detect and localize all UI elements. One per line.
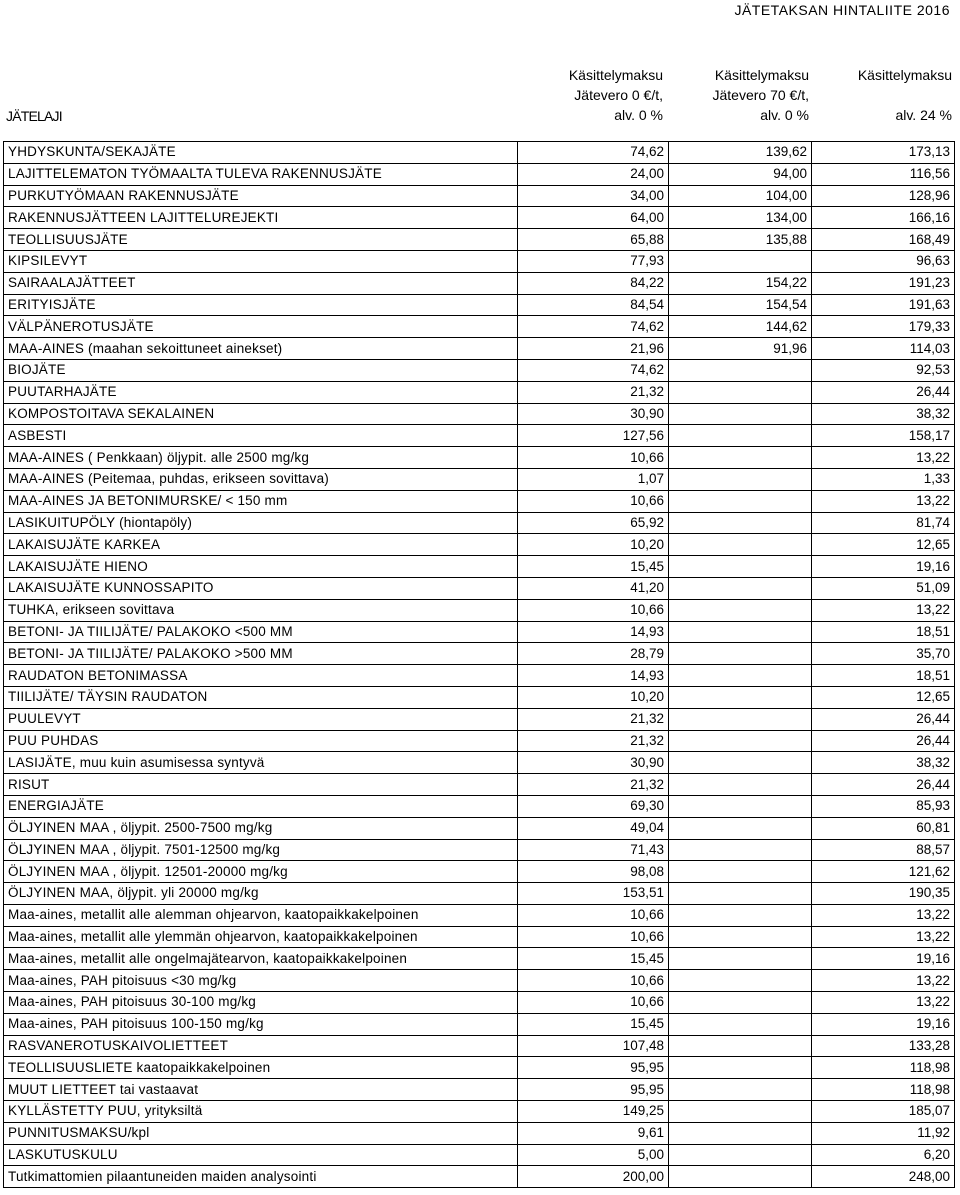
fee-tax-70-cell: 104,00 xyxy=(669,185,812,207)
column-header-line: alv. 0 % xyxy=(614,107,663,123)
fee-tax-70-cell: 135,88 xyxy=(669,229,812,251)
waste-type-cell: Tutkimattomien pilaantuneiden maiden analysointi xyxy=(4,1166,518,1188)
fee-tax-0-cell: 49,04 xyxy=(518,817,669,839)
waste-type-cell: SAIRAALAJÄTTEET xyxy=(4,272,518,294)
fee-tax-0-cell: 69,30 xyxy=(518,795,669,817)
table-row xyxy=(4,1144,955,1166)
waste-type-cell: TEOLLISUUSLIETE kaatopaikkakelpoinen xyxy=(4,1057,518,1079)
fee-tax-0-cell: 21,96 xyxy=(518,338,669,360)
column-header-line: Käsittelymaksu xyxy=(857,67,952,83)
table-row xyxy=(4,948,955,970)
fee-tax-0-cell: 10,66 xyxy=(518,926,669,948)
fee-vat-24-cell: 191,63 xyxy=(812,294,955,316)
table-row xyxy=(4,294,955,316)
waste-type-cell: MAA-AINES (Peitemaa, puhdas, erikseen sovittava) xyxy=(4,468,518,490)
fee-tax-0-cell: 15,45 xyxy=(518,948,669,970)
table-row xyxy=(4,272,955,294)
fee-vat-24-cell: 88,57 xyxy=(812,839,955,861)
table-row xyxy=(4,512,955,534)
fee-tax-70-cell: 91,96 xyxy=(669,338,812,360)
waste-type-cell: KYLLÄSTETTY PUU, yrityksiltä xyxy=(4,1101,518,1123)
fee-tax-0-cell: 10,66 xyxy=(518,904,669,926)
waste-type-cell: MAA-AINES (maahan sekoittuneet ainekset) xyxy=(4,338,518,360)
waste-type-cell: Maa-aines, metallit alle alemman ohjearvon, kaatopaikkakelpoinen xyxy=(4,904,518,926)
fee-tax-0-cell: 10,66 xyxy=(518,447,669,469)
fee-vat-24-cell: 166,16 xyxy=(812,207,955,229)
fee-tax-0-cell: 74,62 xyxy=(518,142,669,164)
table-row xyxy=(4,1035,955,1057)
fee-vat-24-cell: 13,22 xyxy=(812,970,955,992)
fee-vat-24-cell: 18,51 xyxy=(812,665,955,687)
fee-vat-24-cell: 128,96 xyxy=(812,185,955,207)
table-row xyxy=(4,556,955,578)
fee-tax-0-cell: 14,93 xyxy=(518,665,669,687)
fee-tax-0-cell: 24,00 xyxy=(518,163,669,185)
fee-tax-70-cell xyxy=(669,599,812,621)
waste-type-cell: ÖLJYINEN MAA , öljypit. 12501-20000 mg/kg xyxy=(4,861,518,883)
waste-type-cell: PURKUTYÖMAAN RAKENNUSJÄTE xyxy=(4,185,518,207)
fee-tax-70-cell xyxy=(669,1079,812,1101)
fee-vat-24-cell: 12,65 xyxy=(812,534,955,556)
table-row xyxy=(4,142,955,164)
fee-vat-24-cell: 26,44 xyxy=(812,708,955,730)
waste-type-cell: Maa-aines, PAH pitoisuus 30-100 mg/kg xyxy=(4,992,518,1014)
waste-type-cell: LASKUTUSKULU xyxy=(4,1144,518,1166)
fee-vat-24-cell: 19,16 xyxy=(812,1013,955,1035)
fee-tax-0-cell: 1,07 xyxy=(518,468,669,490)
fee-tax-70-cell xyxy=(669,1122,812,1144)
waste-type-cell: RAUDATON BETONIMASSA xyxy=(4,665,518,687)
waste-type-cell: ÖLJYINEN MAA , öljypit. 2500-7500 mg/kg xyxy=(4,817,518,839)
fee-tax-70-cell xyxy=(669,1013,812,1035)
table-row xyxy=(4,839,955,861)
fee-tax-70-cell xyxy=(669,534,812,556)
waste-type-cell: Maa-aines, PAH pitoisuus 100-150 mg/kg xyxy=(4,1013,518,1035)
fee-tax-70-cell xyxy=(669,1035,812,1057)
table-row xyxy=(4,207,955,229)
fee-vat-24-cell: 19,16 xyxy=(812,556,955,578)
document-title: JÄTETAKSAN HINTALIITE 2016 xyxy=(734,2,950,18)
fee-tax-70-cell xyxy=(669,468,812,490)
fee-vat-24-cell: 12,65 xyxy=(812,686,955,708)
fee-vat-24-cell: 38,32 xyxy=(812,752,955,774)
table-row xyxy=(4,992,955,1014)
table-row xyxy=(4,883,955,905)
fee-tax-70-cell xyxy=(669,926,812,948)
fee-tax-70-cell xyxy=(669,795,812,817)
fee-vat-24-cell: 81,74 xyxy=(812,512,955,534)
fee-tax-70-cell xyxy=(669,1166,812,1188)
fee-vat-24-cell: 38,32 xyxy=(812,403,955,425)
fee-vat-24-cell: 13,22 xyxy=(812,599,955,621)
fee-tax-0-cell: 28,79 xyxy=(518,643,669,665)
fee-tax-0-cell: 30,90 xyxy=(518,403,669,425)
fee-tax-70-cell xyxy=(669,948,812,970)
fee-tax-70-cell xyxy=(669,686,812,708)
table-row xyxy=(4,534,955,556)
table-row xyxy=(4,795,955,817)
fee-vat-24-cell: 13,22 xyxy=(812,490,955,512)
fee-tax-70-cell xyxy=(669,817,812,839)
fee-tax-70-cell xyxy=(669,752,812,774)
fee-tax-70-cell xyxy=(669,250,812,272)
table-row xyxy=(4,447,955,469)
waste-type-cell: LASIKUITUPÖLY (hiontapöly) xyxy=(4,512,518,534)
waste-type-cell: LAKAISUJÄTE KARKEA xyxy=(4,534,518,556)
fee-vat-24-cell: 168,49 xyxy=(812,229,955,251)
fee-vat-24-cell: 173,13 xyxy=(812,142,955,164)
fee-tax-70-cell xyxy=(669,447,812,469)
table-row xyxy=(4,403,955,425)
column-header-fee-tax-0 xyxy=(569,65,663,125)
fee-tax-0-cell: 107,48 xyxy=(518,1035,669,1057)
fee-tax-0-cell: 10,20 xyxy=(518,686,669,708)
table-row xyxy=(4,708,955,730)
fee-tax-70-cell xyxy=(669,577,812,599)
fee-tax-70-cell xyxy=(669,665,812,687)
table-row xyxy=(4,970,955,992)
fee-tax-70-cell xyxy=(669,904,812,926)
fee-tax-0-cell: 15,45 xyxy=(518,1013,669,1035)
fee-vat-24-cell: 26,44 xyxy=(812,774,955,796)
fee-tax-70-cell xyxy=(669,359,812,381)
column-header-fee-vat-24 xyxy=(858,65,952,125)
fee-tax-0-cell: 34,00 xyxy=(518,185,669,207)
fee-tax-0-cell: 10,66 xyxy=(518,970,669,992)
fee-tax-0-cell: 95,95 xyxy=(518,1057,669,1079)
fee-tax-0-cell: 84,22 xyxy=(518,272,669,294)
table-row xyxy=(4,926,955,948)
fee-tax-70-cell xyxy=(669,1057,812,1079)
column-header-line xyxy=(858,85,952,105)
fee-tax-70-cell xyxy=(669,883,812,905)
fee-tax-70-cell xyxy=(669,730,812,752)
fee-tax-0-cell: 21,32 xyxy=(518,381,669,403)
fee-vat-24-cell: 26,44 xyxy=(812,381,955,403)
waste-type-cell: RAKENNUSJÄTTEEN LAJITTELUREJEKTI xyxy=(4,207,518,229)
table-row xyxy=(4,774,955,796)
table-row xyxy=(4,1057,955,1079)
fee-tax-0-cell: 74,62 xyxy=(518,316,669,338)
waste-type-cell: PUUTARHAJÄTE xyxy=(4,381,518,403)
fee-tax-0-cell: 65,92 xyxy=(518,512,669,534)
fee-tax-70-cell xyxy=(669,621,812,643)
fee-vat-24-cell: 6,20 xyxy=(812,1144,955,1166)
fee-tax-70-cell xyxy=(669,403,812,425)
waste-type-cell: PUULEVYT xyxy=(4,708,518,730)
waste-type-cell: PUNNITUSMAKSU/kpl xyxy=(4,1122,518,1144)
table-row xyxy=(4,817,955,839)
table-row xyxy=(4,1013,955,1035)
fee-tax-0-cell: 9,61 xyxy=(518,1122,669,1144)
fee-tax-70-cell: 134,00 xyxy=(669,207,812,229)
fee-tax-70-cell xyxy=(669,861,812,883)
fee-tax-0-cell: 30,90 xyxy=(518,752,669,774)
waste-type-cell: MUUT LIETTEET tai vastaavat xyxy=(4,1079,518,1101)
waste-type-cell: ENERGIAJÄTE xyxy=(4,795,518,817)
table-row xyxy=(4,861,955,883)
table-row xyxy=(4,490,955,512)
fee-vat-24-cell: 1,33 xyxy=(812,468,955,490)
fee-tax-0-cell: 71,43 xyxy=(518,839,669,861)
table-row xyxy=(4,904,955,926)
fee-tax-0-cell: 21,32 xyxy=(518,774,669,796)
waste-type-cell: YHDYSKUNTA/SEKAJÄTE xyxy=(4,142,518,164)
fee-tax-70-cell: 154,22 xyxy=(669,272,812,294)
waste-type-cell: PUU PUHDAS xyxy=(4,730,518,752)
table-row xyxy=(4,338,955,360)
column-header-line: Käsittelymaksu xyxy=(714,67,809,83)
fee-tax-0-cell: 21,32 xyxy=(518,708,669,730)
fee-tax-0-cell: 5,00 xyxy=(518,1144,669,1166)
waste-type-cell: VÄLPÄNEROTUSJÄTE xyxy=(4,316,518,338)
price-table xyxy=(3,141,955,1188)
fee-vat-24-cell: 13,22 xyxy=(812,904,955,926)
table-row xyxy=(4,686,955,708)
table-row xyxy=(4,1079,955,1101)
fee-vat-24-cell: 19,16 xyxy=(812,948,955,970)
fee-tax-0-cell: 74,62 xyxy=(518,359,669,381)
table-row xyxy=(4,665,955,687)
fee-tax-0-cell: 153,51 xyxy=(518,883,669,905)
table-row xyxy=(4,1101,955,1123)
column-header-line: alv. 24 % xyxy=(895,107,952,123)
waste-type-cell: KOMPOSTOITAVA SEKALAINEN xyxy=(4,403,518,425)
fee-tax-0-cell: 77,93 xyxy=(518,250,669,272)
fee-vat-24-cell: 190,35 xyxy=(812,883,955,905)
waste-type-cell: Maa-aines, PAH pitoisuus <30 mg/kg xyxy=(4,970,518,992)
fee-tax-70-cell xyxy=(669,992,812,1014)
table-row xyxy=(4,359,955,381)
table-row xyxy=(4,381,955,403)
table-row xyxy=(4,425,955,447)
table-row xyxy=(4,577,955,599)
fee-tax-70-cell xyxy=(669,1101,812,1123)
fee-tax-70-cell xyxy=(669,1144,812,1166)
waste-type-cell: KIPSILEVYT xyxy=(4,250,518,272)
fee-tax-70-cell xyxy=(669,774,812,796)
column-header-line: Käsittelymaksu xyxy=(568,67,663,83)
fee-tax-0-cell: 10,66 xyxy=(518,490,669,512)
column-header-line: alv. 0 % xyxy=(760,107,809,123)
table-row xyxy=(4,643,955,665)
fee-tax-70-cell xyxy=(669,970,812,992)
fee-vat-24-cell: 118,98 xyxy=(812,1057,955,1079)
waste-type-cell: RASVANEROTUSKAIVOLIETTEET xyxy=(4,1035,518,1057)
fee-vat-24-cell: 116,56 xyxy=(812,163,955,185)
fee-vat-24-cell: 11,92 xyxy=(812,1122,955,1144)
table-row xyxy=(4,316,955,338)
fee-tax-70-cell xyxy=(669,643,812,665)
column-header-fee-tax-70 xyxy=(712,65,809,125)
fee-tax-70-cell xyxy=(669,708,812,730)
table-row xyxy=(4,730,955,752)
fee-vat-24-cell: 13,22 xyxy=(812,447,955,469)
fee-tax-0-cell: 64,00 xyxy=(518,207,669,229)
fee-tax-0-cell: 149,25 xyxy=(518,1101,669,1123)
waste-type-cell: LAKAISUJÄTE KUNNOSSAPITO xyxy=(4,577,518,599)
fee-vat-24-cell: 179,33 xyxy=(812,316,955,338)
fee-vat-24-cell: 158,17 xyxy=(812,425,955,447)
waste-type-cell: ÖLJYINEN MAA, öljypit. yli 20000 mg/kg xyxy=(4,883,518,905)
fee-tax-0-cell: 65,88 xyxy=(518,229,669,251)
waste-type-cell: ASBESTI xyxy=(4,425,518,447)
fee-vat-24-cell: 13,22 xyxy=(812,992,955,1014)
fee-vat-24-cell: 118,98 xyxy=(812,1079,955,1101)
fee-vat-24-cell: 96,63 xyxy=(812,250,955,272)
fee-vat-24-cell: 60,81 xyxy=(812,817,955,839)
table-row xyxy=(4,599,955,621)
waste-type-cell: MAA-AINES JA BETONIMURSKE/ < 150 mm xyxy=(4,490,518,512)
fee-vat-24-cell: 92,53 xyxy=(812,359,955,381)
fee-vat-24-cell: 114,03 xyxy=(812,338,955,360)
waste-type-cell: LAJITTELEMATON TYÖMAALTA TULEVA RAKENNUSJÄTE xyxy=(4,163,518,185)
waste-type-cell: TUHKA, erikseen sovittava xyxy=(4,599,518,621)
fee-tax-0-cell: 200,00 xyxy=(518,1166,669,1188)
fee-tax-0-cell: 41,20 xyxy=(518,577,669,599)
waste-type-cell: Maa-aines, metallit alle ongelmajätearvon, kaatopaikkakelpoinen xyxy=(4,948,518,970)
fee-vat-24-cell: 121,62 xyxy=(812,861,955,883)
fee-tax-0-cell: 10,66 xyxy=(518,599,669,621)
waste-type-cell: BETONI- JA TIILIJÄTE/ PALAKOKO >500 MM xyxy=(4,643,518,665)
price-table-body xyxy=(4,142,955,1188)
table-row xyxy=(4,752,955,774)
fee-vat-24-cell: 51,09 xyxy=(812,577,955,599)
fee-tax-0-cell: 98,08 xyxy=(518,861,669,883)
fee-tax-70-cell: 139,62 xyxy=(669,142,812,164)
fee-vat-24-cell: 26,44 xyxy=(812,730,955,752)
table-row xyxy=(4,229,955,251)
fee-vat-24-cell: 133,28 xyxy=(812,1035,955,1057)
column-header-line: Jätevero 70 €/t, xyxy=(712,87,809,103)
waste-type-cell: TEOLLISUUSJÄTE xyxy=(4,229,518,251)
fee-tax-70-cell xyxy=(669,512,812,534)
fee-tax-0-cell: 15,45 xyxy=(518,556,669,578)
waste-type-cell: TIILIJÄTE/ TÄYSIN RAUDATON xyxy=(4,686,518,708)
waste-type-cell: BETONI- JA TIILIJÄTE/ PALAKOKO <500 MM xyxy=(4,621,518,643)
fee-tax-70-cell: 154,54 xyxy=(669,294,812,316)
fee-tax-70-cell xyxy=(669,381,812,403)
waste-type-cell: Maa-aines, metallit alle ylemmän ohjearvon, kaatopaikkakelpoinen xyxy=(4,926,518,948)
table-row xyxy=(4,163,955,185)
fee-vat-24-cell: 191,23 xyxy=(812,272,955,294)
fee-vat-24-cell: 35,70 xyxy=(812,643,955,665)
fee-tax-70-cell: 94,00 xyxy=(669,163,812,185)
fee-tax-0-cell: 21,32 xyxy=(518,730,669,752)
fee-tax-70-cell xyxy=(669,556,812,578)
waste-type-cell: ERITYISJÄTE xyxy=(4,294,518,316)
fee-vat-24-cell: 85,93 xyxy=(812,795,955,817)
column-header-waste-type: JÄTELAJI xyxy=(6,108,62,124)
fee-tax-70-cell: 144,62 xyxy=(669,316,812,338)
table-row xyxy=(4,621,955,643)
waste-type-cell: ÖLJYINEN MAA , öljypit. 7501-12500 mg/kg xyxy=(4,839,518,861)
column-header-line: Jätevero 0 €/t, xyxy=(574,87,663,103)
waste-type-cell: MAA-AINES ( Penkkaan) öljypit. alle 2500 mg/kg xyxy=(4,447,518,469)
table-row xyxy=(4,185,955,207)
fee-tax-0-cell: 10,20 xyxy=(518,534,669,556)
fee-tax-0-cell: 95,95 xyxy=(518,1079,669,1101)
table-row xyxy=(4,1122,955,1144)
waste-type-cell: LASIJÄTE, muu kuin asumisessa syntyvä xyxy=(4,752,518,774)
fee-tax-70-cell xyxy=(669,425,812,447)
fee-vat-24-cell: 13,22 xyxy=(812,926,955,948)
waste-type-cell: RISUT xyxy=(4,774,518,796)
waste-type-cell: BIOJÄTE xyxy=(4,359,518,381)
fee-vat-24-cell: 18,51 xyxy=(812,621,955,643)
fee-tax-70-cell xyxy=(669,839,812,861)
fee-vat-24-cell: 248,00 xyxy=(812,1166,955,1188)
fee-tax-70-cell xyxy=(669,490,812,512)
fee-tax-0-cell: 84,54 xyxy=(518,294,669,316)
fee-vat-24-cell: 185,07 xyxy=(812,1101,955,1123)
table-row xyxy=(4,1166,955,1188)
fee-tax-0-cell: 14,93 xyxy=(518,621,669,643)
waste-type-cell: LAKAISUJÄTE HIENO xyxy=(4,556,518,578)
fee-tax-0-cell: 127,56 xyxy=(518,425,669,447)
table-row xyxy=(4,468,955,490)
table-row xyxy=(4,250,955,272)
fee-tax-0-cell: 10,66 xyxy=(518,992,669,1014)
